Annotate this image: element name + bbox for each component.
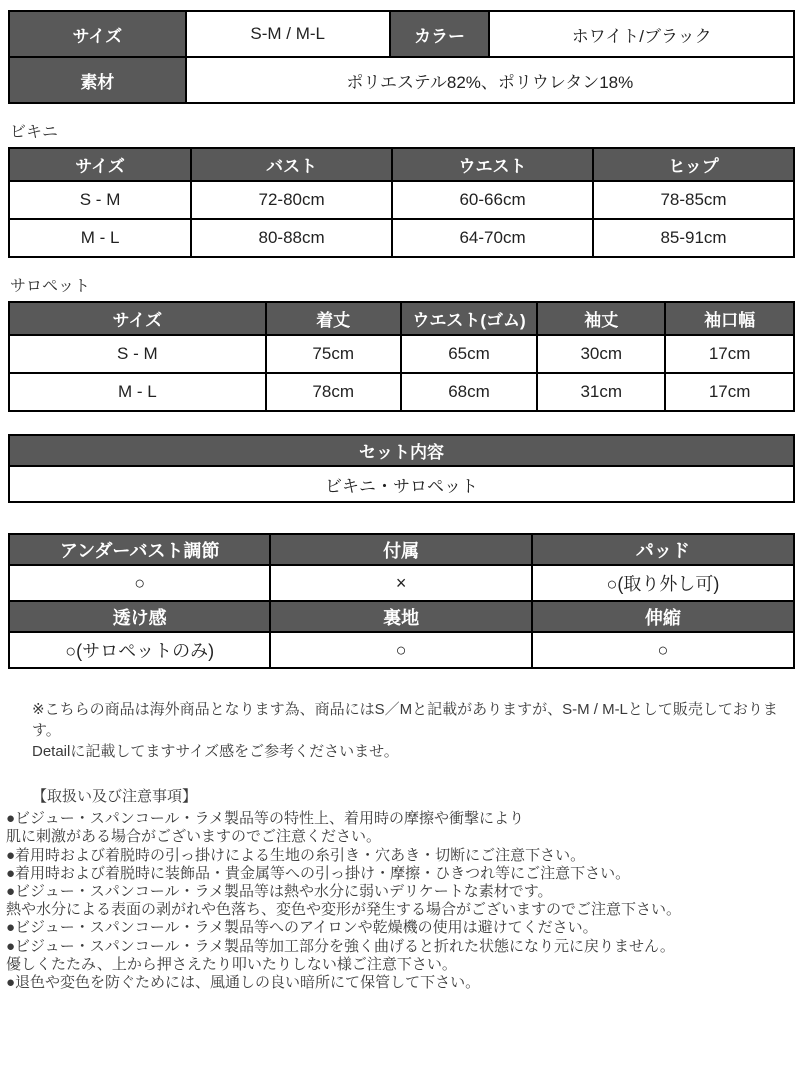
features-table: [8, 533, 795, 669]
size-note-line1: ※こちらの商品は海外商品となります為、商品にはS／Mと記載がありますが、S-M / M-Lとして販売しております。: [32, 701, 778, 739]
salopette-col-length: 着丈: [266, 302, 401, 335]
bikini-col-bust: バスト: [191, 148, 392, 181]
salopette-ml-size: M - L: [9, 373, 266, 411]
spec-size-value: S-M / M-L: [186, 11, 390, 57]
handling-precautions: [6, 788, 794, 992]
salopette-col-sleeve-length: 袖丈: [537, 302, 665, 335]
bikini-col-waist: ウエスト: [392, 148, 593, 181]
bikini-col-hip: ヒップ: [593, 148, 794, 181]
table-header-row: [9, 601, 794, 632]
bikini-ml-size: M - L: [9, 219, 191, 257]
bikini-col-size: サイズ: [9, 148, 191, 181]
bikini-sm-size: S - M: [9, 181, 191, 219]
size-note-line2: Detailに記載してますサイズ感をご参考くださいませ。: [32, 743, 399, 760]
feature-stretch-value: ○: [532, 632, 794, 668]
table-row: [9, 373, 794, 411]
precaution-line: ●ビジュー・スパンコール・ラメ製品等へのアイロンや乾燥機の使用は避けてください。: [6, 919, 598, 937]
table-row: [9, 335, 794, 373]
spec-color-value: ホワイト/ブラック: [489, 11, 794, 57]
size-note: [32, 699, 790, 762]
salopette-ml-sleeve: 31cm: [537, 373, 665, 411]
salopette-section-label: サロペット: [10, 278, 91, 295]
feature-sheerness-label: 透け感: [9, 601, 270, 632]
salopette-size-table: [8, 301, 795, 412]
salopette-col-size: サイズ: [9, 302, 266, 335]
set-contents-table: [8, 434, 795, 503]
bikini-ml-bust: 80-88cm: [191, 219, 392, 257]
table-row: [9, 57, 794, 103]
table-row: [9, 466, 794, 502]
feature-accessories-label: 付属: [270, 534, 531, 565]
table-header-row: [9, 534, 794, 565]
table-row: [9, 11, 794, 57]
feature-accessories-value: ×: [270, 565, 531, 601]
salopette-sm-sleeve: 30cm: [537, 335, 665, 373]
precautions-title: 【取扱い及び注意事項】: [32, 788, 198, 805]
feature-sheerness-value: ○(サロペットのみ): [9, 632, 270, 668]
precaution-line: ●着用時および着脱時に装飾品・貴金属等への引っ掛け・摩擦・ひきつれ等にご注意下さい。: [6, 864, 631, 882]
table-header-row: [9, 148, 794, 181]
spec-material-label: 素材: [9, 57, 186, 103]
precaution-line: 肌に刺激がある場合がございますのでご注意ください。: [6, 828, 382, 846]
spec-material-value: ポリエステル82%、ポリウレタン18%: [186, 57, 794, 103]
table-header-row: [9, 302, 794, 335]
set-contents-header: セット内容: [9, 435, 794, 466]
feature-pad-label: パッド: [532, 534, 794, 565]
precaution-line: ●退色や変色を防ぐためには、風通しの良い暗所にて保管して下さい。: [6, 974, 481, 992]
bikini-section-label: ビキニ: [10, 124, 59, 141]
precaution-line: ●ビジュー・スパンコール・ラメ製品等加工部分を強く曲げると折れた状態になり元に戻りません。: [6, 937, 675, 955]
salopette-sm-waist: 65cm: [401, 335, 538, 373]
salopette-sm-size: S - M: [9, 335, 266, 373]
salopette-col-waist: ウエスト(ゴム): [401, 302, 538, 335]
table-row: [9, 632, 794, 668]
bikini-ml-waist: 64-70cm: [392, 219, 593, 257]
bikini-size-table: [8, 147, 795, 258]
product-spec-table: [8, 10, 795, 104]
spec-color-label: カラー: [390, 11, 490, 57]
set-contents-value: ビキニ・サロペット: [9, 466, 794, 502]
feature-underbust-adjust-label: アンダーバスト調節: [9, 534, 270, 565]
feature-pad-value: ○(取り外し可): [532, 565, 794, 601]
feature-underbust-adjust-value: ○: [9, 565, 270, 601]
bikini-ml-hip: 85-91cm: [593, 219, 794, 257]
table-row: [9, 219, 794, 257]
feature-stretch-label: 伸縮: [532, 601, 794, 632]
salopette-ml-cuff: 17cm: [665, 373, 794, 411]
precaution-line: 優しくたたみ、上から押さえたり叩いたりしない様ご注意下さい。: [6, 955, 457, 973]
feature-lining-label: 裏地: [270, 601, 531, 632]
bikini-sm-bust: 72-80cm: [191, 181, 392, 219]
salopette-ml-length: 78cm: [266, 373, 401, 411]
precaution-line: 熱や水分による表面の剥がれや色落ち、変色や変形が発生する場合がございますのでご注意下さい。: [6, 901, 682, 919]
salopette-ml-waist: 68cm: [401, 373, 538, 411]
table-row: [9, 565, 794, 601]
precaution-line: ●ビジュー・スパンコール・ラメ製品等は熱や水分に弱いデリケートな素材です。: [6, 883, 553, 901]
precaution-line: ●着用時および着脱時の引っ掛けによる生地の糸引き・穴あき・切断にご注意下さい。: [6, 846, 586, 864]
spec-size-label: サイズ: [9, 11, 186, 57]
feature-lining-value: ○: [270, 632, 531, 668]
bikini-sm-waist: 60-66cm: [392, 181, 593, 219]
salopette-sm-length: 75cm: [266, 335, 401, 373]
table-header-row: [9, 435, 794, 466]
salopette-col-cuff-width: 袖口幅: [665, 302, 794, 335]
table-row: [9, 181, 794, 219]
bikini-sm-hip: 78-85cm: [593, 181, 794, 219]
salopette-sm-cuff: 17cm: [665, 335, 794, 373]
precaution-line: ●ビジュー・スパンコール・ラメ製品等の特性上、着用時の摩擦や衝撃により: [6, 810, 525, 828]
